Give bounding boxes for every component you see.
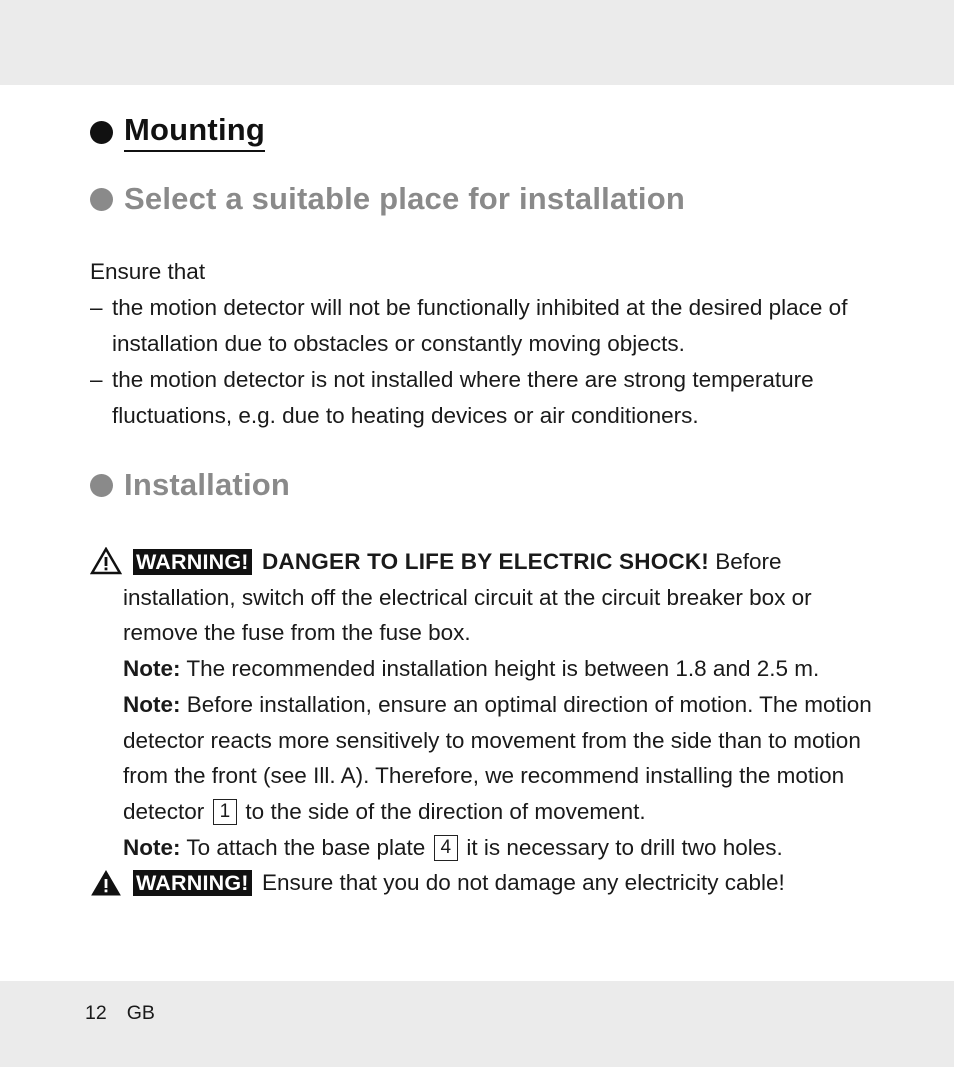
warning-block-2 <box>90 865 880 901</box>
list-item <box>90 290 880 362</box>
dash: – <box>90 367 103 392</box>
warning-triangle-icon <box>90 869 122 897</box>
part-reference-box: 4 <box>434 835 459 861</box>
warning-badge: WARNING! <box>133 870 252 896</box>
note-text: The recommended installation height is between 1.8 and 2.5 m. <box>186 656 820 682</box>
note-text: To attach the base plate <box>186 834 426 860</box>
warning-triangle-icon <box>90 547 122 575</box>
list-item-text: the motion detector is not installed where there are strong temperature fluctuations, e.g. due to heating devices or air conditioners. <box>112 367 814 428</box>
warning-text: Ensure that you do not damage any electricity cable! <box>261 870 785 896</box>
bullet-icon <box>90 188 113 211</box>
top-band <box>0 0 954 85</box>
part-reference-box: 1 <box>213 799 238 825</box>
warning-block <box>90 544 880 865</box>
bullet-icon <box>90 121 113 144</box>
note-2 <box>123 687 880 830</box>
page-footer <box>85 1002 155 1025</box>
heading-underline <box>124 112 265 152</box>
dash: – <box>90 295 103 320</box>
warning-badge: WARNING! <box>133 549 252 575</box>
list-item-text: the motion detector will not be functionally inhibited at the desired place of installation due to obstacles or constantly moving objects. <box>112 295 848 356</box>
danger-heading: DANGER TO LIFE BY ELECTRIC SHOCK! <box>261 549 709 574</box>
bullet-icon <box>90 474 113 497</box>
heading-mounting-title: Mounting <box>124 112 266 147</box>
note-text: Before installation, ensure an optimal direction of motion. The motion detector reacts more sensitively to movement from the side than to motion from the front (see Ill. A). Therefore, we recommend installing the motion detector <box>123 691 872 824</box>
heading-installation-title: Installation <box>124 467 291 502</box>
note-label: Note: <box>123 691 181 717</box>
intro-text: Ensure that <box>90 259 206 284</box>
page-number: 12 <box>85 1002 107 1024</box>
heading-installation <box>90 464 880 506</box>
note-3 <box>123 830 880 866</box>
warning-text: Before installation, switch off the electrical circuit at the circuit breaker box or remove the fuse from the fuse box. <box>123 549 812 646</box>
note-text-after: it is necessary to drill two holes. <box>466 834 783 860</box>
note-1 <box>123 651 880 687</box>
page-content <box>90 110 880 901</box>
note-label: Note: <box>123 834 181 860</box>
language-code: GB <box>126 1002 155 1024</box>
note-text-after: to the side of the direction of movement. <box>245 798 646 824</box>
heading-select-place-title: Select a suitable place for installation <box>124 181 686 216</box>
heading-select-place <box>90 178 880 220</box>
heading-mounting <box>90 110 880 154</box>
list-item <box>90 362 880 434</box>
note-label: Note: <box>123 656 181 682</box>
